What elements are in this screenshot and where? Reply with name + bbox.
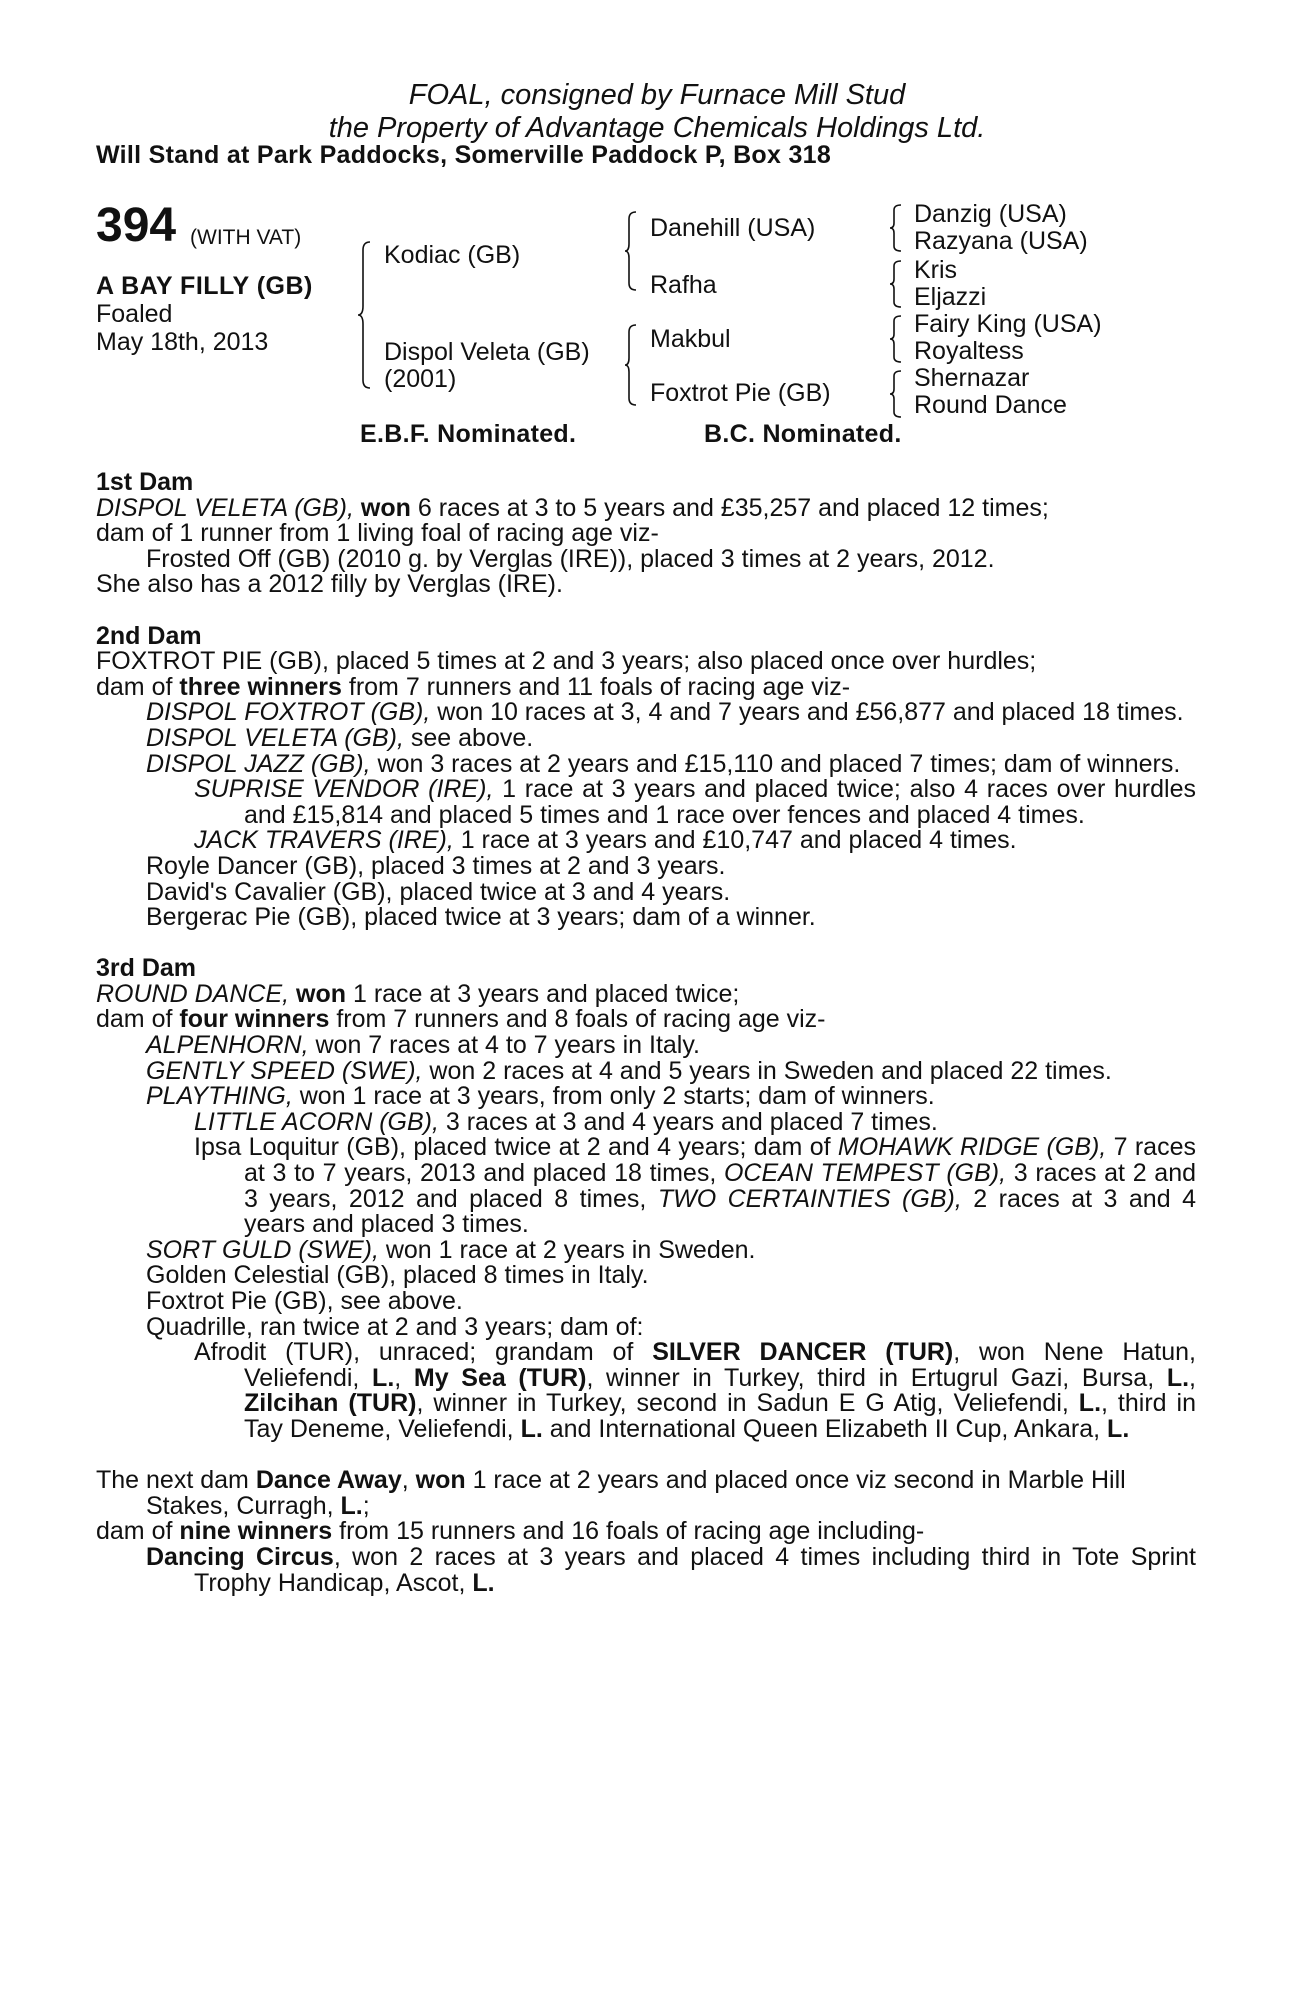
first-dam-produce-summary: dam of 1 runner from 1 living foal of racing age viz- — [96, 519, 659, 548]
great-granddam-2: Eljazzi — [914, 283, 987, 311]
third-dam-produce-2: GENTLY SPEED (SWE), won 2 races at 4 and 5 years in Sweden and placed 22 times. — [146, 1056, 1112, 1085]
first-dam-note: She also has a 2012 filly by Verglas (IRE). — [96, 570, 563, 599]
third-dam-grandproduce-1: LITTLE ACORN (GB), 3 races at 3 and 4 years and placed 7 times. — [194, 1107, 938, 1136]
gp-brace-3 — [890, 314, 904, 364]
lot-title: A BAY FILLY (GB) — [96, 272, 313, 300]
next-dam-record: The next dam Dance Away, won 1 race at 2 years and placed once viz second in Marble Hill Stakes, Curragh, L.; — [96, 1466, 1126, 1520]
sire-dam: Rafha — [650, 271, 717, 299]
second-dam-heading: 2nd Dam — [96, 621, 202, 650]
dam-year: (2001) — [384, 365, 457, 393]
foaled-date: May 18th, 2013 — [96, 328, 269, 356]
sire-sire: Danehill (USA) — [650, 214, 816, 242]
first-dam-heading: 1st Dam — [96, 468, 194, 496]
dam: Dispol Veleta (GB) — [384, 338, 590, 366]
lot-number: 394 — [96, 199, 177, 252]
great-grandsire-3: Fairy King (USA) — [914, 310, 1102, 338]
great-granddam-4: Round Dance — [914, 391, 1067, 419]
second-dam-produce-6: Bergerac Pie (GB), placed twice at 3 years; dam of a winner. — [146, 903, 816, 932]
consignor-line: FOAL, consigned by Furnace Mill Stud — [408, 79, 906, 111]
dam-dam: Foxtrot Pie (GB) — [650, 379, 831, 407]
sire-dam-brace — [358, 240, 374, 390]
second-dam-grandproduce-2: JACK TRAVERS (IRE), 1 race at 3 years and £10,747 and placed 4 times. — [194, 826, 1017, 855]
great-grandsire-2: Kris — [914, 256, 958, 284]
third-dam-produce-3: PLAYTHING, won 1 race at 3 years, from only 2 starts; dam of winners. — [146, 1082, 935, 1111]
great-grandsire-1: Danzig (USA) — [914, 200, 1067, 228]
foaled-label: Foaled — [96, 300, 173, 328]
property-line: the Property of Advantage Chemicals Holdings Ltd. — [328, 112, 986, 144]
second-dam-produce-5: David's Cavalier (GB), placed twice at 3 and 4 years. — [146, 877, 731, 906]
second-dam-grandproduce-1: SUPRISE VENDOR (IRE), 1 race at 3 years and placed twice; also 4 races over hurdles and £15,814 and placed 5 times and 1 race over fences and placed 4 times. — [194, 775, 1196, 829]
third-dam-grandproduce-3: Afrodit (TUR), unraced; grandam of SILVER DANCER (TUR), won Nene Hatun, Veliefendi, L., My Sea (TUR), winner in Turkey, third in Ertugrul Gazi, Bursa, L., Zilcihan (TUR), winner in Turkey, second in Sadun E G Atig, Veliefendi, L., third in Tay Deneme, Veliefendi, L. and International Queen Elizabeth II Cup, Ankara, L. — [194, 1338, 1196, 1443]
second-dam-produce-1: DISPOL FOXTROT (GB), won 10 races at 3, 4 and 7 years and £56,877 and placed 18 times. — [146, 698, 1184, 727]
first-dam-record: DISPOL VELETA (GB), won 6 races at 3 to 5 years and £35,257 and placed 12 times; — [96, 493, 1049, 522]
third-dam-record: ROUND DANCE, won 1 race at 3 years and placed twice; — [96, 979, 740, 1008]
great-granddam-1: Razyana (USA) — [914, 227, 1088, 255]
dam-sire: Makbul — [650, 325, 731, 353]
great-granddam-3: Royaltess — [914, 337, 1024, 365]
sire: Kodiac (GB) — [384, 241, 521, 269]
gp-brace-1 — [890, 203, 904, 253]
dam-brace — [625, 323, 639, 407]
sire-brace — [625, 210, 639, 292]
second-dam-produce-2: DISPOL VELETA (GB), see above. — [146, 723, 534, 752]
gp-brace-2 — [890, 259, 904, 309]
stand-location: Will Stand at Park Paddocks, Somerville Paddock P, Box 318 — [96, 141, 832, 169]
third-dam-produce-1: ALPENHORN, won 7 races at 4 to 7 years in Italy. — [146, 1031, 700, 1060]
catalogue-notes — [96, 470, 1196, 1596]
first-dam-produce-1: Frosted Off (GB) (2010 g. by Verglas (IRE)), placed 3 times at 2 years, 2012. — [146, 544, 995, 573]
third-dam-produce-7: Quadrille, ran twice at 2 and 3 years; dam of: — [146, 1312, 644, 1341]
second-dam-produce-4: Royle Dancer (GB), placed 3 times at 2 and 3 years. — [146, 851, 726, 880]
next-dam-produce-summary: dam of nine winners from 15 runners and 16 foals of racing age including- — [96, 1517, 925, 1546]
third-dam-produce-5: Golden Celestial (GB), placed 8 times in Italy. — [146, 1261, 649, 1290]
gp-brace-4 — [890, 369, 904, 419]
third-dam-produce-summary: dam of four winners from 7 runners and 8 foals of racing age viz- — [96, 1005, 826, 1034]
third-dam-grandproduce-2: Ipsa Loquitur (GB), placed twice at 2 and 4 years; dam of MOHAWK RIDGE (GB), 7 races at 3 to 7 years, 2013 and placed 18 times, OCEAN TEMPEST (GB), 3 races at 2 and 3 years, 2012 and placed 8 times, TWO CERTAINTIES (GB), 2 races at 3 and 4 years and placed 3 times. — [194, 1133, 1196, 1239]
second-dam-produce-3: DISPOL JAZZ (GB), won 3 races at 2 years and £15,110 and placed 7 times; dam of winners. — [146, 749, 1181, 778]
third-dam-produce-4: SORT GULD (SWE), won 1 race at 2 years in Sweden. — [146, 1235, 756, 1264]
third-dam-heading: 3rd Dam — [96, 954, 197, 983]
bc-nominated: B.C. Nominated. — [704, 420, 902, 448]
third-dam-produce-6: Foxtrot Pie (GB), see above. — [146, 1287, 463, 1315]
second-dam-produce-summary: dam of three winners from 7 runners and 11 foals of racing age viz- — [96, 672, 851, 701]
great-grandsire-4: Shernazar — [914, 364, 1030, 392]
vat-label: (WITH VAT) — [190, 226, 302, 249]
second-dam-record: FOXTROT PIE (GB), placed 5 times at 2 and 3 years; also placed once over hurdles; — [96, 647, 1037, 676]
next-dam-produce-1: Dancing Circus, won 2 races at 3 years and placed 4 times including third in Tote Sprint Trophy Handicap, Ascot, L. — [146, 1542, 1196, 1597]
ebf-nominated: E.B.F. Nominated. — [360, 420, 577, 448]
